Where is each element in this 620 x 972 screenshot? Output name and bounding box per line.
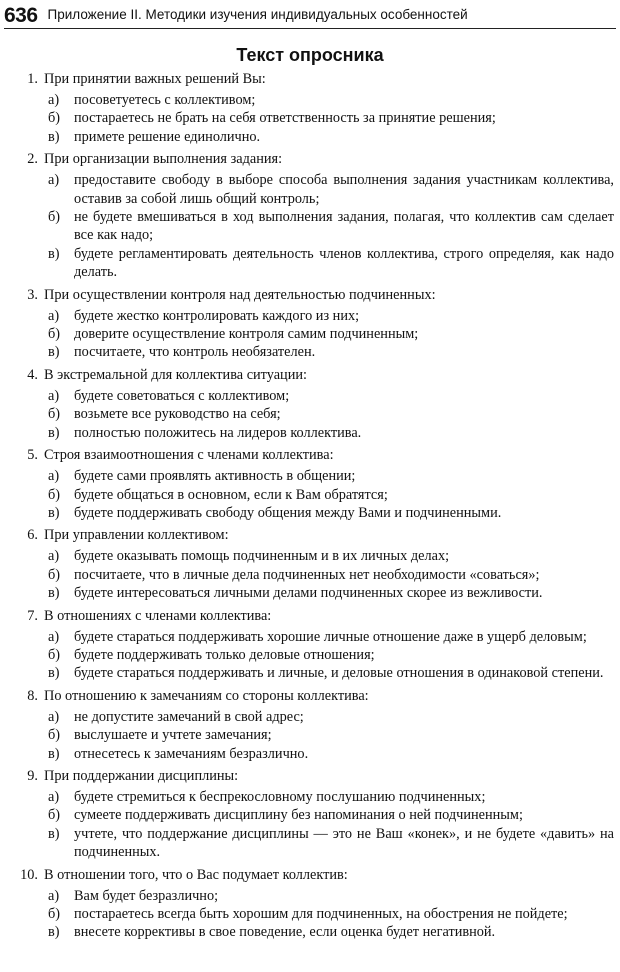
question-item xyxy=(0,70,620,146)
answer-option xyxy=(0,208,620,245)
question-text: По отношению к замечаниям со стороны коллектива: xyxy=(44,687,369,704)
section-title: Текст опросника xyxy=(236,45,384,65)
option-letter: б) xyxy=(48,807,61,824)
option-letter: б) xyxy=(48,906,61,922)
option-letter: а) xyxy=(48,548,60,565)
option-letter: в) xyxy=(48,585,60,602)
question-text: В экстремальной для коллектива ситуации: xyxy=(44,366,307,383)
question-number: 9. xyxy=(27,767,38,784)
option-text: возьмете все руководство на себя; xyxy=(74,406,281,423)
option-letter: б) xyxy=(48,727,61,744)
answer-option xyxy=(0,343,620,361)
question-number: 1. xyxy=(27,71,38,87)
option-letter: в) xyxy=(48,825,60,842)
option-letter: а) xyxy=(48,92,60,108)
answer-option xyxy=(0,646,620,664)
answer-options xyxy=(0,547,620,602)
option-letter: а) xyxy=(48,887,60,904)
answer-option xyxy=(0,547,620,565)
question-line xyxy=(0,286,620,305)
answer-option xyxy=(0,726,620,744)
option-letter: в) xyxy=(48,924,60,941)
answer-option xyxy=(0,806,620,824)
question-text: При принятии важных решений Вы: xyxy=(44,71,266,87)
answer-option xyxy=(0,128,620,146)
question-item xyxy=(0,526,620,602)
option-text: посоветуетесь с коллективом; xyxy=(74,92,256,108)
option-text: полностью положитесь на лидеров коллектива. xyxy=(74,424,362,441)
option-letter: а) xyxy=(48,788,60,805)
answer-option xyxy=(0,825,620,862)
option-letter: б) xyxy=(48,326,61,343)
question-number: 5. xyxy=(27,447,38,464)
answer-option xyxy=(0,245,620,282)
question-text: Строя взаимоотношения с членами коллектива: xyxy=(44,447,334,464)
answer-options xyxy=(0,91,620,146)
option-letter: в) xyxy=(48,665,60,682)
option-text: не допустите замечаний в свой адрес; xyxy=(74,708,304,725)
answer-option xyxy=(0,405,620,423)
option-text: посчитаете, что в личные дела подчиненных нет необходимости «соваться»; xyxy=(74,566,540,583)
question-item xyxy=(0,150,620,281)
option-letter: а) xyxy=(48,172,60,189)
question-line xyxy=(0,446,620,465)
answer-options xyxy=(0,387,620,442)
answer-option xyxy=(0,905,620,923)
question-line xyxy=(0,150,620,169)
option-text: будете жестко контролировать каждого из них; xyxy=(74,307,360,324)
answer-option xyxy=(0,91,620,109)
question-item xyxy=(0,687,620,763)
option-text: будете советоваться с коллективом; xyxy=(74,387,290,404)
option-letter: а) xyxy=(48,307,60,324)
question-item xyxy=(0,767,620,862)
option-text: будете сами проявлять активность в общении; xyxy=(74,468,356,485)
answer-option xyxy=(0,788,620,806)
question-line xyxy=(0,687,620,706)
option-letter: в) xyxy=(48,745,60,762)
option-text: посчитаете, что контроль необязателен. xyxy=(74,344,316,361)
question-number: 3. xyxy=(27,286,38,303)
option-letter: а) xyxy=(48,387,60,404)
answer-options xyxy=(0,887,620,942)
answer-option xyxy=(0,887,620,905)
option-text: будете стараться поддерживать хорошие личные отношение даже в ущерб деловым; xyxy=(74,628,587,645)
option-letter: в) xyxy=(48,424,60,441)
option-letter: в) xyxy=(48,128,60,145)
page-header xyxy=(4,2,616,29)
question-line xyxy=(0,866,620,885)
answer-option xyxy=(0,307,620,325)
question-item xyxy=(0,286,620,362)
option-text: будете интересоваться личными делами подчиненных скорее из вежливости. xyxy=(74,585,543,602)
answer-option xyxy=(0,664,620,682)
question-text: При поддержании дисциплины: xyxy=(44,767,239,784)
option-text: постараетесь всегда быть хорошим для подчиненных, на обострения не пойдете; xyxy=(74,906,568,922)
option-letter: б) xyxy=(48,646,61,663)
option-letter: б) xyxy=(48,566,61,583)
question-line xyxy=(0,526,620,545)
option-text: сумеете поддерживать дисциплину без напоминания о ней подчиненным; xyxy=(74,807,523,824)
answer-option xyxy=(0,566,620,584)
question-number: 7. xyxy=(27,607,38,624)
question-number: 8. xyxy=(27,687,38,704)
answer-option xyxy=(0,467,620,485)
answer-options xyxy=(0,171,620,281)
question-text: В отношении того, что о Вас подумает коллектив: xyxy=(44,866,348,883)
option-letter: а) xyxy=(48,628,60,645)
question-number: 2. xyxy=(27,151,38,168)
option-letter: б) xyxy=(48,209,61,226)
question-number: 10. xyxy=(20,866,38,883)
option-text: внесете коррективы в свое поведение, если оценка будет негативной. xyxy=(74,924,496,941)
option-text: не будете вмешиваться в ход выполнения задания, полагая, что коллектив сам сделает все как надо; xyxy=(74,209,614,244)
option-letter: б) xyxy=(48,486,61,503)
question-line xyxy=(0,767,620,786)
option-text: отнесетесь к замечаниям безразлично. xyxy=(74,745,309,762)
option-text: будете поддерживать свободу общения между Вами и подчиненными. xyxy=(74,504,502,521)
question-line xyxy=(0,70,620,89)
question-text: При организации выполнения задания: xyxy=(44,151,283,168)
answer-option xyxy=(0,486,620,504)
answer-option xyxy=(0,325,620,343)
question-item xyxy=(0,866,620,942)
question-line xyxy=(0,366,620,385)
page-number: 636 xyxy=(4,4,38,27)
option-text: будете стараться поддерживать и личные, и деловые отношения в одинаковой степени. xyxy=(74,665,604,682)
question-text: В отношениях с членами коллектива: xyxy=(44,607,272,624)
answer-options xyxy=(0,467,620,522)
questionnaire-list xyxy=(0,70,620,946)
question-number: 6. xyxy=(27,527,38,544)
answer-option xyxy=(0,171,620,208)
question-number: 4. xyxy=(27,366,38,383)
question-text: При осуществлении контроля над деятельностью подчиненных: xyxy=(44,286,436,303)
option-letter: б) xyxy=(48,110,61,127)
option-letter: в) xyxy=(48,245,60,262)
option-text: будете поддерживать только деловые отношения; xyxy=(74,646,375,663)
question-text: При управлении коллективом: xyxy=(44,527,229,544)
option-text: учтете, что поддержание дисциплины — это не Ваш «конек», и не будете «давить» на подчиненных. xyxy=(74,825,614,861)
option-text: доверите осуществление контроля самим подчиненным; xyxy=(74,326,419,343)
answer-option xyxy=(0,424,620,442)
answer-option xyxy=(0,745,620,763)
option-text: Вам будет безразлично; xyxy=(74,887,219,904)
answer-options xyxy=(0,307,620,362)
answer-option xyxy=(0,584,620,602)
option-text: будете регламентировать деятельность членов коллектива, строго определяя, как надо делать. xyxy=(74,245,614,281)
option-letter: а) xyxy=(48,468,60,485)
answer-option xyxy=(0,504,620,522)
answer-option xyxy=(0,109,620,127)
option-text: постараетесь не брать на себя ответственность за принятие решения; xyxy=(74,110,496,127)
answer-option xyxy=(0,387,620,405)
question-item xyxy=(0,607,620,683)
question-item xyxy=(0,446,620,522)
running-title: Приложение II. Методики изучения индивидуальных особенностей xyxy=(47,7,468,22)
answer-options xyxy=(0,788,620,862)
option-text: будете стремиться к беспрекословному послушанию подчиненных; xyxy=(74,788,486,805)
option-letter: а) xyxy=(48,708,60,725)
answer-option xyxy=(0,923,620,941)
answer-options xyxy=(0,708,620,763)
answer-options xyxy=(0,628,620,683)
option-text: будете оказывать помощь подчиненным и в их личных делах; xyxy=(74,548,450,565)
option-text: примете решение единолично. xyxy=(74,128,261,145)
answer-option xyxy=(0,628,620,646)
question-item xyxy=(0,366,620,442)
option-text: выслушаете и учтете замечания; xyxy=(74,727,272,744)
option-letter: в) xyxy=(48,344,60,361)
question-line xyxy=(0,607,620,626)
answer-option xyxy=(0,708,620,726)
option-text: будете общаться в основном, если к Вам обратятся; xyxy=(74,486,388,503)
option-letter: б) xyxy=(48,406,61,423)
option-text: предоставите свободу в выборе способа выполнения задания участникам коллектива, оставив за собой лишь общий контроль; xyxy=(74,172,614,207)
option-letter: в) xyxy=(48,504,60,521)
